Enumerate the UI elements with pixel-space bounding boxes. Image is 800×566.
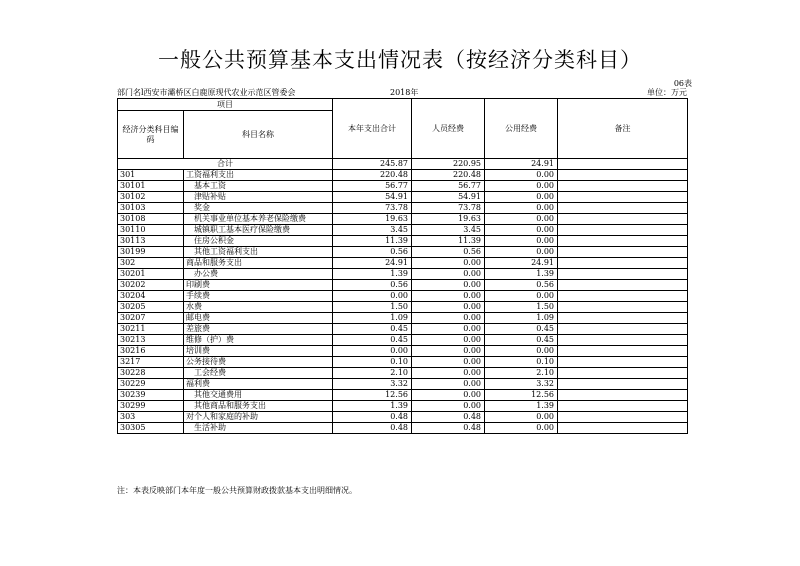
name-cell: 福利费	[184, 379, 333, 390]
public-cell: 0.10	[485, 357, 558, 368]
name-cell: 其他商品和服务支出	[184, 401, 333, 412]
personnel-cell: 220.95	[412, 159, 485, 170]
remark-cell	[558, 258, 688, 269]
total-cell: 1.39	[333, 401, 412, 412]
name-cell: 机关事业单位基本养老保险缴费	[184, 214, 333, 225]
public-cell: 1.39	[485, 401, 558, 412]
personnel-cell: 0.00	[412, 324, 485, 335]
name-cell: 基本工资	[184, 181, 333, 192]
total-cell: 1.39	[333, 269, 412, 280]
code-cell: 30108	[118, 214, 184, 225]
total-cell: 2.10	[333, 368, 412, 379]
remark-cell	[558, 269, 688, 280]
public-cell: 0.00	[485, 192, 558, 203]
total-row	[118, 159, 688, 170]
code-cell: 30213	[118, 335, 184, 346]
code-cell: 30239	[118, 390, 184, 401]
name-cell: 印刷费	[184, 280, 333, 291]
personnel-cell: 0.00	[412, 357, 485, 368]
personnel-cell: 73.78	[412, 203, 485, 214]
remark-cell	[558, 423, 688, 434]
remark-cell	[558, 236, 688, 247]
total-cell: 245.87	[333, 159, 412, 170]
personnel-cell: 0.00	[412, 302, 485, 313]
total-cell: 1.09	[333, 313, 412, 324]
table-row	[118, 302, 688, 313]
remark-cell	[558, 247, 688, 258]
code-cell: 30228	[118, 368, 184, 379]
personnel-cell: 0.00	[412, 390, 485, 401]
code-cell: 30305	[118, 423, 184, 434]
name-cell: 手续费	[184, 291, 333, 302]
name-cell: 生活补助	[184, 423, 333, 434]
public-cell: 0.00	[485, 203, 558, 214]
code-cell: 30102	[118, 192, 184, 203]
total-cell: 0.56	[333, 280, 412, 291]
public-cell: 0.56	[485, 280, 558, 291]
header-total: 本年支出合计	[333, 99, 412, 159]
remark-cell	[558, 291, 688, 302]
table-row	[118, 401, 688, 412]
personnel-cell: 0.56	[412, 247, 485, 258]
table-row	[118, 258, 688, 269]
total-cell: 24.91	[333, 258, 412, 269]
remark-cell	[558, 412, 688, 423]
table-row	[118, 247, 688, 258]
remark-cell	[558, 170, 688, 181]
footnote: 注：本表反映部门本年度一般公共预算财政拨款基本支出明细情况。	[117, 486, 357, 495]
public-cell: 0.00	[485, 214, 558, 225]
public-cell: 1.09	[485, 313, 558, 324]
total-cell: 1.50	[333, 302, 412, 313]
table-row	[118, 170, 688, 181]
remark-cell	[558, 181, 688, 192]
total-cell: 3.45	[333, 225, 412, 236]
table-row	[118, 324, 688, 335]
total-cell: 0.00	[333, 346, 412, 357]
public-cell: 24.91	[485, 258, 558, 269]
total-cell: 11.39	[333, 236, 412, 247]
personnel-cell: 0.00	[412, 313, 485, 324]
name-cell: 工会经费	[184, 368, 333, 379]
expenditure-table	[117, 98, 688, 434]
remark-cell	[558, 368, 688, 379]
personnel-cell: 0.00	[412, 401, 485, 412]
code-cell: 30103	[118, 203, 184, 214]
name-cell: 商品和服务支出	[184, 258, 333, 269]
remark-cell	[558, 401, 688, 412]
table-code: 06表	[673, 79, 692, 88]
budget-year: 2018年	[390, 88, 419, 97]
public-cell: 0.00	[485, 346, 558, 357]
remark-cell	[558, 203, 688, 214]
meta-line	[117, 87, 687, 98]
personnel-cell: 56.77	[412, 181, 485, 192]
code-cell: 30113	[118, 236, 184, 247]
total-cell: 0.48	[333, 412, 412, 423]
table-row	[118, 269, 688, 280]
name-cell: 奖金	[184, 203, 333, 214]
personnel-cell: 0.00	[412, 258, 485, 269]
remark-cell	[558, 335, 688, 346]
name-cell: 培训费	[184, 346, 333, 357]
code-cell: 30199	[118, 247, 184, 258]
remark-cell	[558, 192, 688, 203]
public-cell: 0.00	[485, 170, 558, 181]
remark-cell	[558, 390, 688, 401]
code-cell: 30205	[118, 302, 184, 313]
public-cell: 12.56	[485, 390, 558, 401]
personnel-cell: 0.00	[412, 291, 485, 302]
department-name: 部门名l西安市灞桥区白鹿原现代农业示范区管委会	[117, 88, 296, 97]
table-row	[118, 379, 688, 390]
total-cell: 0.45	[333, 324, 412, 335]
header-remark: 备注	[558, 99, 688, 159]
total-cell: 0.45	[333, 335, 412, 346]
total-label: 合计	[118, 159, 333, 170]
code-cell: 30207	[118, 313, 184, 324]
personnel-cell: 0.00	[412, 335, 485, 346]
name-cell: 工资福利支出	[184, 170, 333, 181]
remark-cell	[558, 357, 688, 368]
personnel-cell: 0.00	[412, 368, 485, 379]
table-row	[118, 192, 688, 203]
remark-cell	[558, 159, 688, 170]
table-row	[118, 280, 688, 291]
name-cell: 津贴补贴	[184, 192, 333, 203]
remark-cell	[558, 313, 688, 324]
public-cell: 0.45	[485, 324, 558, 335]
table-row	[118, 390, 688, 401]
remark-cell	[558, 214, 688, 225]
code-cell: 30202	[118, 280, 184, 291]
personnel-cell: 0.48	[412, 423, 485, 434]
code-cell: 3217	[118, 357, 184, 368]
total-cell: 0.00	[333, 291, 412, 302]
total-cell: 3.32	[333, 379, 412, 390]
code-cell: 30110	[118, 225, 184, 236]
total-cell: 220.48	[333, 170, 412, 181]
code-cell: 30201	[118, 269, 184, 280]
remark-cell	[558, 324, 688, 335]
name-cell: 维修（护）费	[184, 335, 333, 346]
personnel-cell: 0.00	[412, 269, 485, 280]
remark-cell	[558, 346, 688, 357]
code-cell: 30299	[118, 401, 184, 412]
total-cell: 73.78	[333, 203, 412, 214]
table-row	[118, 357, 688, 368]
table-row	[118, 346, 688, 357]
table-row	[118, 335, 688, 346]
public-cell: 0.00	[485, 181, 558, 192]
table-row	[118, 181, 688, 192]
table-row	[118, 423, 688, 434]
remark-cell	[558, 280, 688, 291]
table-row	[118, 313, 688, 324]
personnel-cell: 220.48	[412, 170, 485, 181]
public-cell: 24.91	[485, 159, 558, 170]
personnel-cell: 0.00	[412, 346, 485, 357]
header-public: 公用经费	[485, 99, 558, 159]
table-row	[118, 203, 688, 214]
code-cell: 302	[118, 258, 184, 269]
total-cell: 54.91	[333, 192, 412, 203]
remark-cell	[558, 225, 688, 236]
public-cell: 1.50	[485, 302, 558, 313]
name-cell: 邮电费	[184, 313, 333, 324]
personnel-cell: 54.91	[412, 192, 485, 203]
public-cell: 1.39	[485, 269, 558, 280]
header-name: 科目名称	[184, 111, 333, 159]
name-cell: 其他交通费用	[184, 390, 333, 401]
public-cell: 0.45	[485, 335, 558, 346]
personnel-cell: 3.45	[412, 225, 485, 236]
total-cell: 56.77	[333, 181, 412, 192]
table-row	[118, 291, 688, 302]
public-cell: 0.00	[485, 291, 558, 302]
header-project: 项目	[118, 99, 333, 111]
table-row	[118, 368, 688, 379]
table-row	[118, 225, 688, 236]
public-cell: 0.00	[485, 412, 558, 423]
remark-cell	[558, 302, 688, 313]
public-cell: 0.00	[485, 225, 558, 236]
header-code: 经济分类科目编码	[118, 111, 184, 159]
page-title: 一般公共预算基本支出情况表（按经济分类科目）	[158, 48, 642, 72]
code-cell: 30204	[118, 291, 184, 302]
header-personnel: 人员经费	[412, 99, 485, 159]
table-row	[118, 214, 688, 225]
remark-cell	[558, 379, 688, 390]
name-cell: 城镇职工基本医疗保险缴费	[184, 225, 333, 236]
name-cell: 住房公积金	[184, 236, 333, 247]
name-cell: 其他工资福利支出	[184, 247, 333, 258]
name-cell: 对个人和家庭的补助	[184, 412, 333, 423]
code-cell: 301	[118, 170, 184, 181]
public-cell: 0.00	[485, 247, 558, 258]
name-cell: 差旅费	[184, 324, 333, 335]
code-cell: 30101	[118, 181, 184, 192]
code-cell: 30216	[118, 346, 184, 357]
public-cell: 0.00	[485, 236, 558, 247]
personnel-cell: 0.48	[412, 412, 485, 423]
public-cell: 3.32	[485, 379, 558, 390]
name-cell: 办公费	[184, 269, 333, 280]
personnel-cell: 0.00	[412, 280, 485, 291]
personnel-cell: 11.39	[412, 236, 485, 247]
table-row	[118, 236, 688, 247]
personnel-cell: 0.00	[412, 379, 485, 390]
table-row	[118, 412, 688, 423]
public-cell: 2.10	[485, 368, 558, 379]
unit-label: 单位：万元	[647, 88, 687, 97]
total-cell: 0.56	[333, 247, 412, 258]
name-cell: 水费	[184, 302, 333, 313]
personnel-cell: 19.63	[412, 214, 485, 225]
total-cell: 0.10	[333, 357, 412, 368]
code-cell: 30229	[118, 379, 184, 390]
public-cell: 0.00	[485, 423, 558, 434]
total-cell: 12.56	[333, 390, 412, 401]
code-cell: 30211	[118, 324, 184, 335]
code-cell: 303	[118, 412, 184, 423]
total-cell: 19.63	[333, 214, 412, 225]
name-cell: 公务接待费	[184, 357, 333, 368]
total-cell: 0.48	[333, 423, 412, 434]
